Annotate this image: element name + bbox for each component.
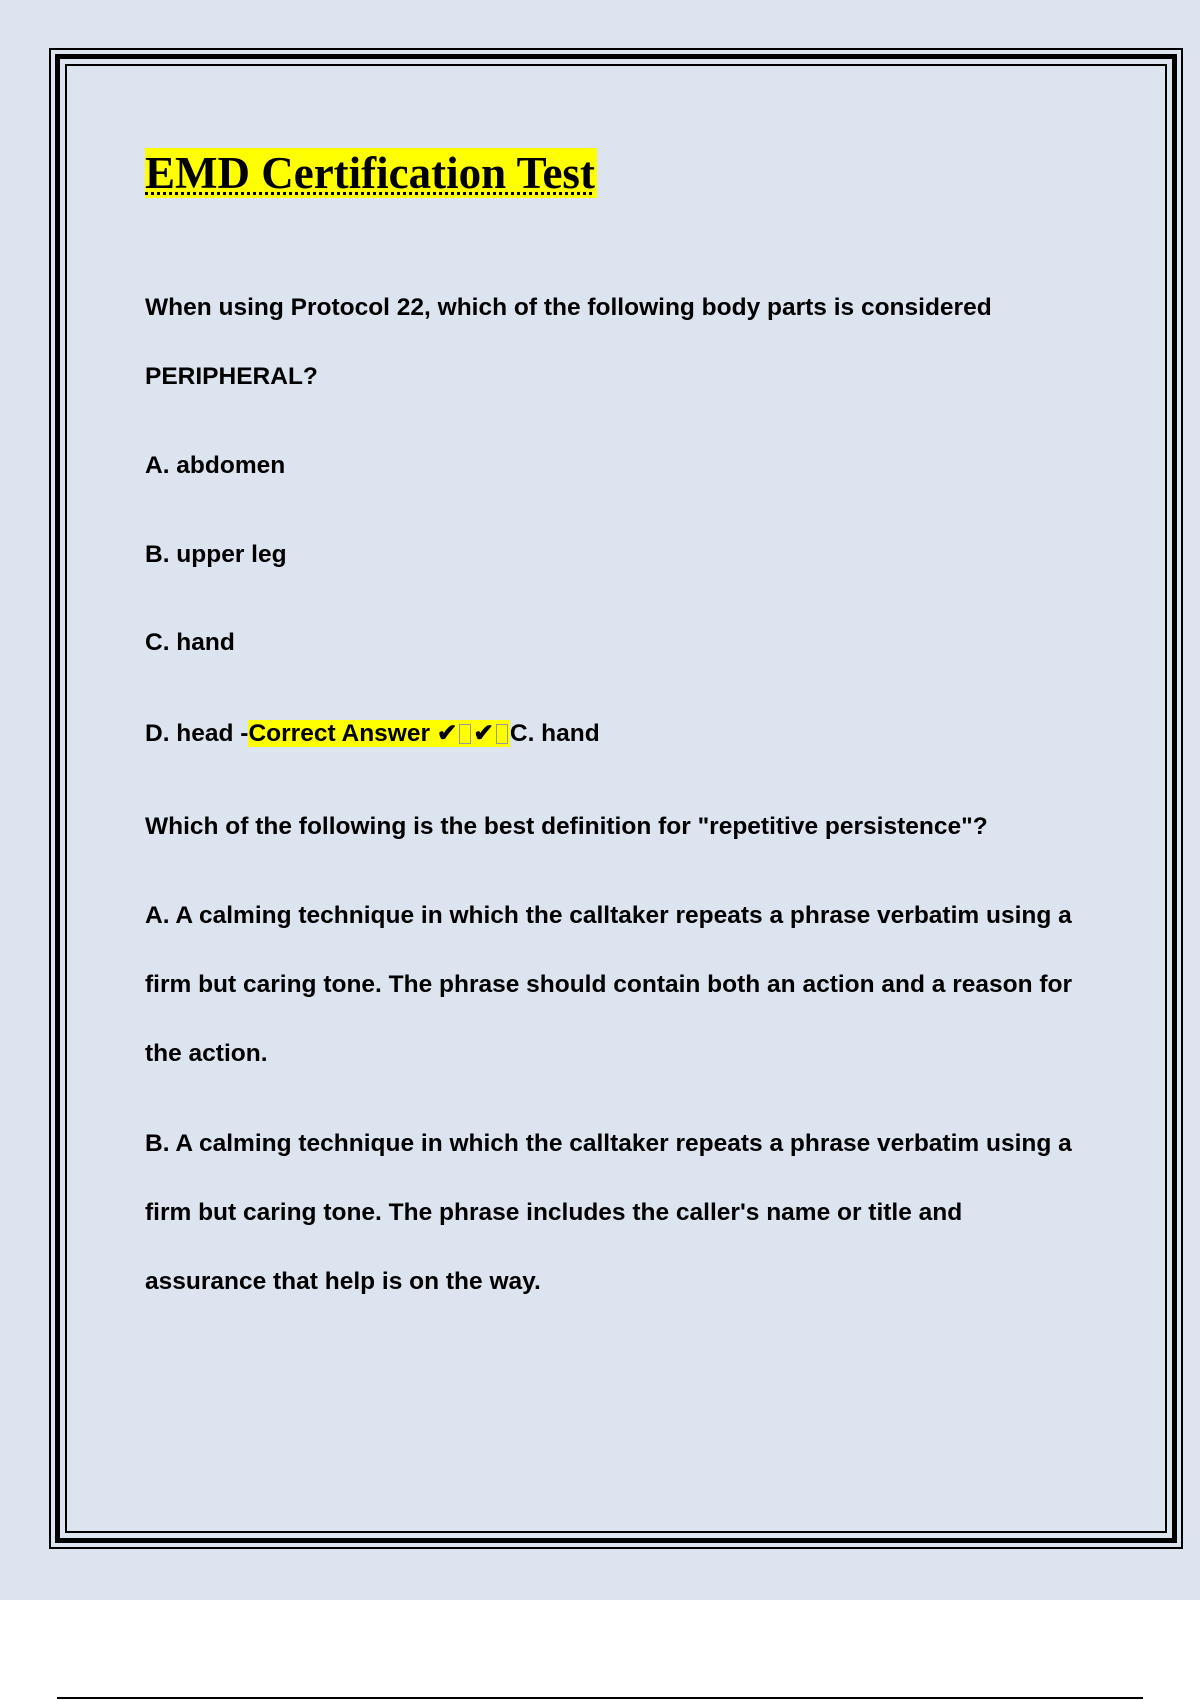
footer-divider	[57, 1697, 1143, 1699]
checkmark-icon: ✔	[473, 720, 494, 747]
question-2-option-a-line-1: A. A calming technique in which the calltaker repeats a phrase verbatim using a	[145, 902, 1072, 929]
missing-glyph-box-icon	[496, 724, 508, 744]
correct-answer-label: Correct Answer ✔	[248, 720, 458, 747]
missing-glyph-box-icon	[459, 724, 471, 744]
correct-answer-value: C. hand	[509, 720, 600, 747]
question-2-option-a-line-3: the action.	[145, 1040, 268, 1067]
document-title	[145, 146, 597, 200]
question-1-option-a: A. abdomen	[145, 452, 286, 479]
option-d-prefix: D. head -	[145, 720, 249, 747]
title-text: EMD Certification Test	[145, 148, 595, 198]
question-1-answer-line	[145, 718, 600, 750]
question-2-stem: Which of the following is the best definition for "repetitive persistence"?	[145, 813, 988, 840]
question-1-stem-line-1: When using Protocol 22, which of the following body parts is considered	[145, 294, 992, 321]
page-border-inner	[65, 64, 1167, 1533]
question-1-option-b: B. upper leg	[145, 541, 287, 568]
question-2-option-a-line-2: firm but caring tone. The phrase should contain both an action and a reason for	[145, 971, 1073, 998]
question-2-option-b-line-3: assurance that help is on the way.	[145, 1268, 541, 1295]
question-2-option-b-line-1: B. A calming technique in which the calltaker repeats a phrase verbatim using a	[145, 1130, 1072, 1157]
question-2-option-b-line-2: firm but caring tone. The phrase includes the caller's name or title and	[145, 1199, 963, 1226]
question-1-option-c: C. hand	[145, 629, 235, 656]
question-1-stem-line-2: PERIPHERAL?	[145, 363, 318, 390]
correct-answer-highlight	[248, 720, 509, 747]
